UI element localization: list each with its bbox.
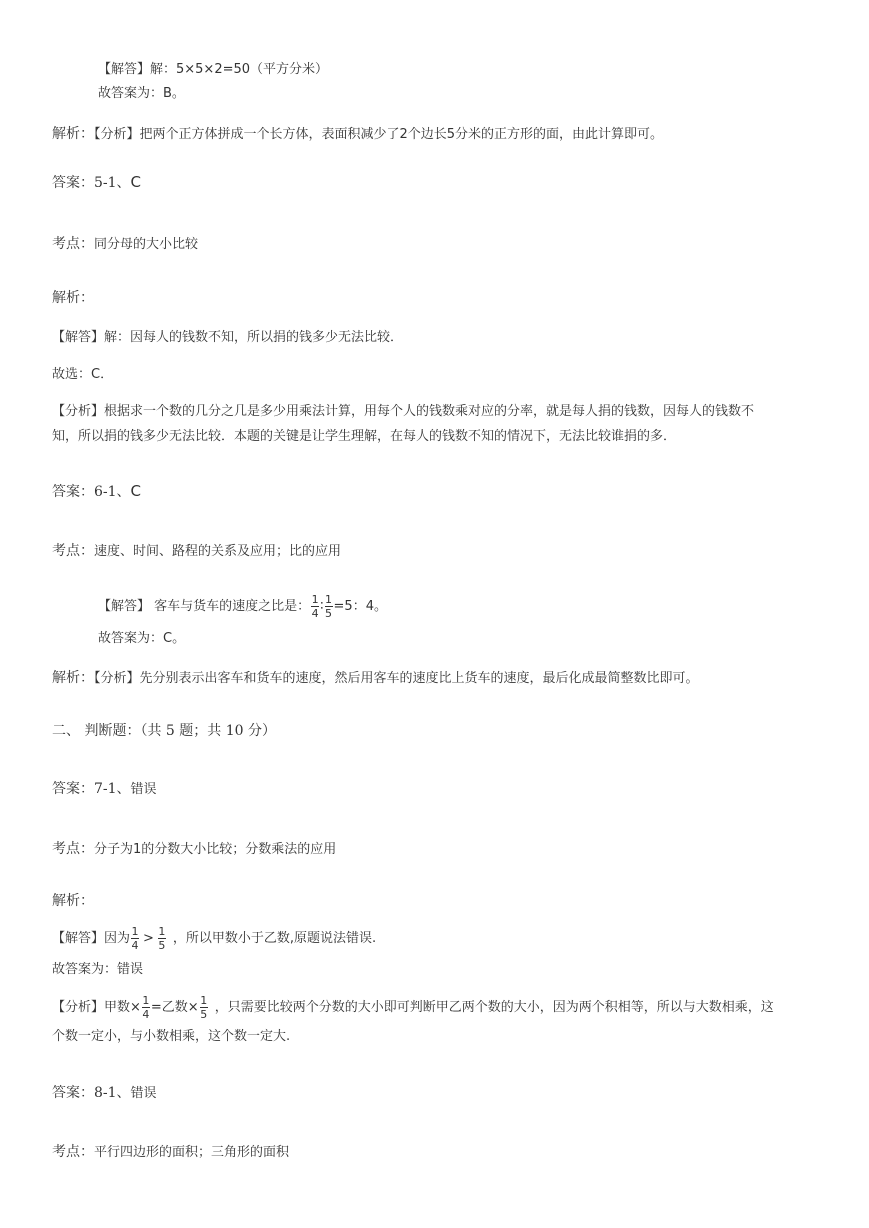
- q5-answer-label: 答案：5-1、: [52, 175, 131, 191]
- q6-jiexi-label: 解析：: [52, 670, 94, 686]
- q6-answer-label: 答案：6-1、: [52, 484, 131, 500]
- s1-jieda: 【解答】解：5×5×2=50（平方分米）: [98, 62, 329, 77]
- q7-fenxi-fraction-b: [200, 995, 208, 1020]
- q7-frac1-den: 4: [131, 939, 139, 952]
- q6-jiexi-row: [52, 667, 699, 687]
- q7-frac1-num: 1: [131, 925, 139, 938]
- q7-fb-num: 1: [200, 994, 208, 1007]
- q6-jieda-suffix: =5：4。: [333, 599, 387, 614]
- q7-fenxi-mid: =乙数×: [150, 1000, 199, 1015]
- q8-kaodian-label: 考点：: [52, 1144, 94, 1160]
- q7-fb-den: 5: [200, 1008, 208, 1021]
- q6-fenxi: 【分析】先分别表示出客车和货车的速度，然后用客车的速度比上货车的速度，最后化成最简整数比即可。: [94, 671, 699, 686]
- q5-answer: C: [130, 173, 142, 191]
- q8-kaodian: 平行四边形的面积；三角形的面积: [94, 1145, 290, 1160]
- q7-frac2-num: 1: [158, 925, 166, 938]
- q7-kaodian: 分子为1的分数大小比较；分数乘法的应用: [94, 842, 337, 857]
- q7-frac2-den: 5: [158, 939, 166, 952]
- q6-frac1-den: 4: [311, 607, 319, 620]
- q8-kaodian-row: [52, 1141, 289, 1161]
- q6-answer: C: [130, 482, 142, 500]
- q7-answer: 错误: [130, 782, 157, 797]
- q6-jieda-row: [98, 594, 387, 619]
- q7-fa-den: 4: [142, 1008, 150, 1021]
- q5-fenxi-line2: 知，所以捐的钱多少无法比较．本题的关键是让学生理解，在每人的钱数不知的情况下，无法比较谁捐的多．: [52, 429, 677, 444]
- q7-kaodian-row: [52, 838, 336, 858]
- q7-jieda-prefix: 【解答】因为: [52, 931, 131, 946]
- q7-kaodian-label: 考点：: [52, 841, 94, 857]
- q7-fenxi-line2: 个数一定小，与小数相乘，这个数一定大.: [52, 1029, 291, 1044]
- q5-kaodian: 同分母的大小比较: [94, 237, 199, 252]
- q7-jieda-suffix: ，所以甲数小于乙数,原题说法错误.: [172, 931, 377, 946]
- q6-colon: ∶: [320, 599, 324, 614]
- q6-fraction-2: [325, 594, 333, 619]
- q7-jieda-row: [52, 926, 376, 951]
- q6-frac2-den: 5: [325, 607, 333, 620]
- q5-kaodian-row: [52, 233, 198, 253]
- q6-guda: 故答案为：C。: [98, 631, 186, 646]
- q7-guda: 故答案为：错误: [52, 962, 144, 977]
- q5-guxuan: 故选：C．: [52, 367, 114, 382]
- q7-fenxi-fraction-a: [142, 995, 150, 1020]
- q7-fenxi-row: [52, 995, 774, 1020]
- q6-kaodian-label: 考点：: [52, 543, 94, 559]
- s1-fenxi: 【分析】把两个正方体拼成一个长方体，表面积减少了2个边长5分米的正方形的面，由此计算即可。: [94, 127, 664, 142]
- q7-fenxi-prefix: 【分析】甲数×: [52, 1000, 141, 1015]
- q7-answer-row: [52, 778, 157, 798]
- q6-frac2-num: 1: [325, 593, 333, 606]
- q7-answer-label: 答案：7-1、: [52, 781, 131, 797]
- q7-fenxi-suffix: ，只需要比较两个分数的大小即可判断甲乙两个数的大小，因为两个积相等，所以与大数相乘，这: [214, 1000, 774, 1015]
- q7-fraction-2: [158, 926, 166, 951]
- q7-gt: >: [143, 931, 154, 946]
- q8-answer-label: 答案：8-1、: [52, 1085, 131, 1101]
- q6-answer-row: [52, 481, 141, 501]
- q6-kaodian: 速度、时间、路程的关系及应用；比的应用: [94, 544, 342, 559]
- q5-jieda: 【解答】解：因每人的钱数不知，所以捐的钱多少无法比较．: [52, 330, 404, 345]
- section2-heading: 二、 判断题：（共 5 题；共 10 分）: [52, 723, 276, 739]
- q5-jiexi-label: 解析：: [52, 290, 94, 306]
- q8-answer: 错误: [130, 1086, 157, 1101]
- q6-jieda-prefix: 【解答】 客车与货车的速度之比是：: [98, 599, 311, 614]
- s1-guda: 故答案为：B。: [98, 86, 185, 101]
- q6-fraction-1: [311, 594, 319, 619]
- q5-kaodian-label: 考点：: [52, 236, 94, 252]
- q7-jiexi-label: 解析：: [52, 893, 94, 909]
- q8-answer-row: [52, 1082, 157, 1102]
- q6-kaodian-row: [52, 540, 341, 560]
- s1-jiexi-label: 解析：: [52, 126, 94, 142]
- q5-answer-row: [52, 172, 141, 192]
- q5-fenxi-line1: 【分析】根据求一个数的几分之几是多少用乘法计算，用每个人的钱数乘对应的分率，就是每人捐的钱数，因每人的钱数不: [52, 404, 755, 419]
- q7-fraction-1: [131, 926, 139, 951]
- q6-frac1-num: 1: [311, 593, 319, 606]
- q7-fa-num: 1: [142, 994, 150, 1007]
- s1-jiexi-row: [52, 123, 663, 143]
